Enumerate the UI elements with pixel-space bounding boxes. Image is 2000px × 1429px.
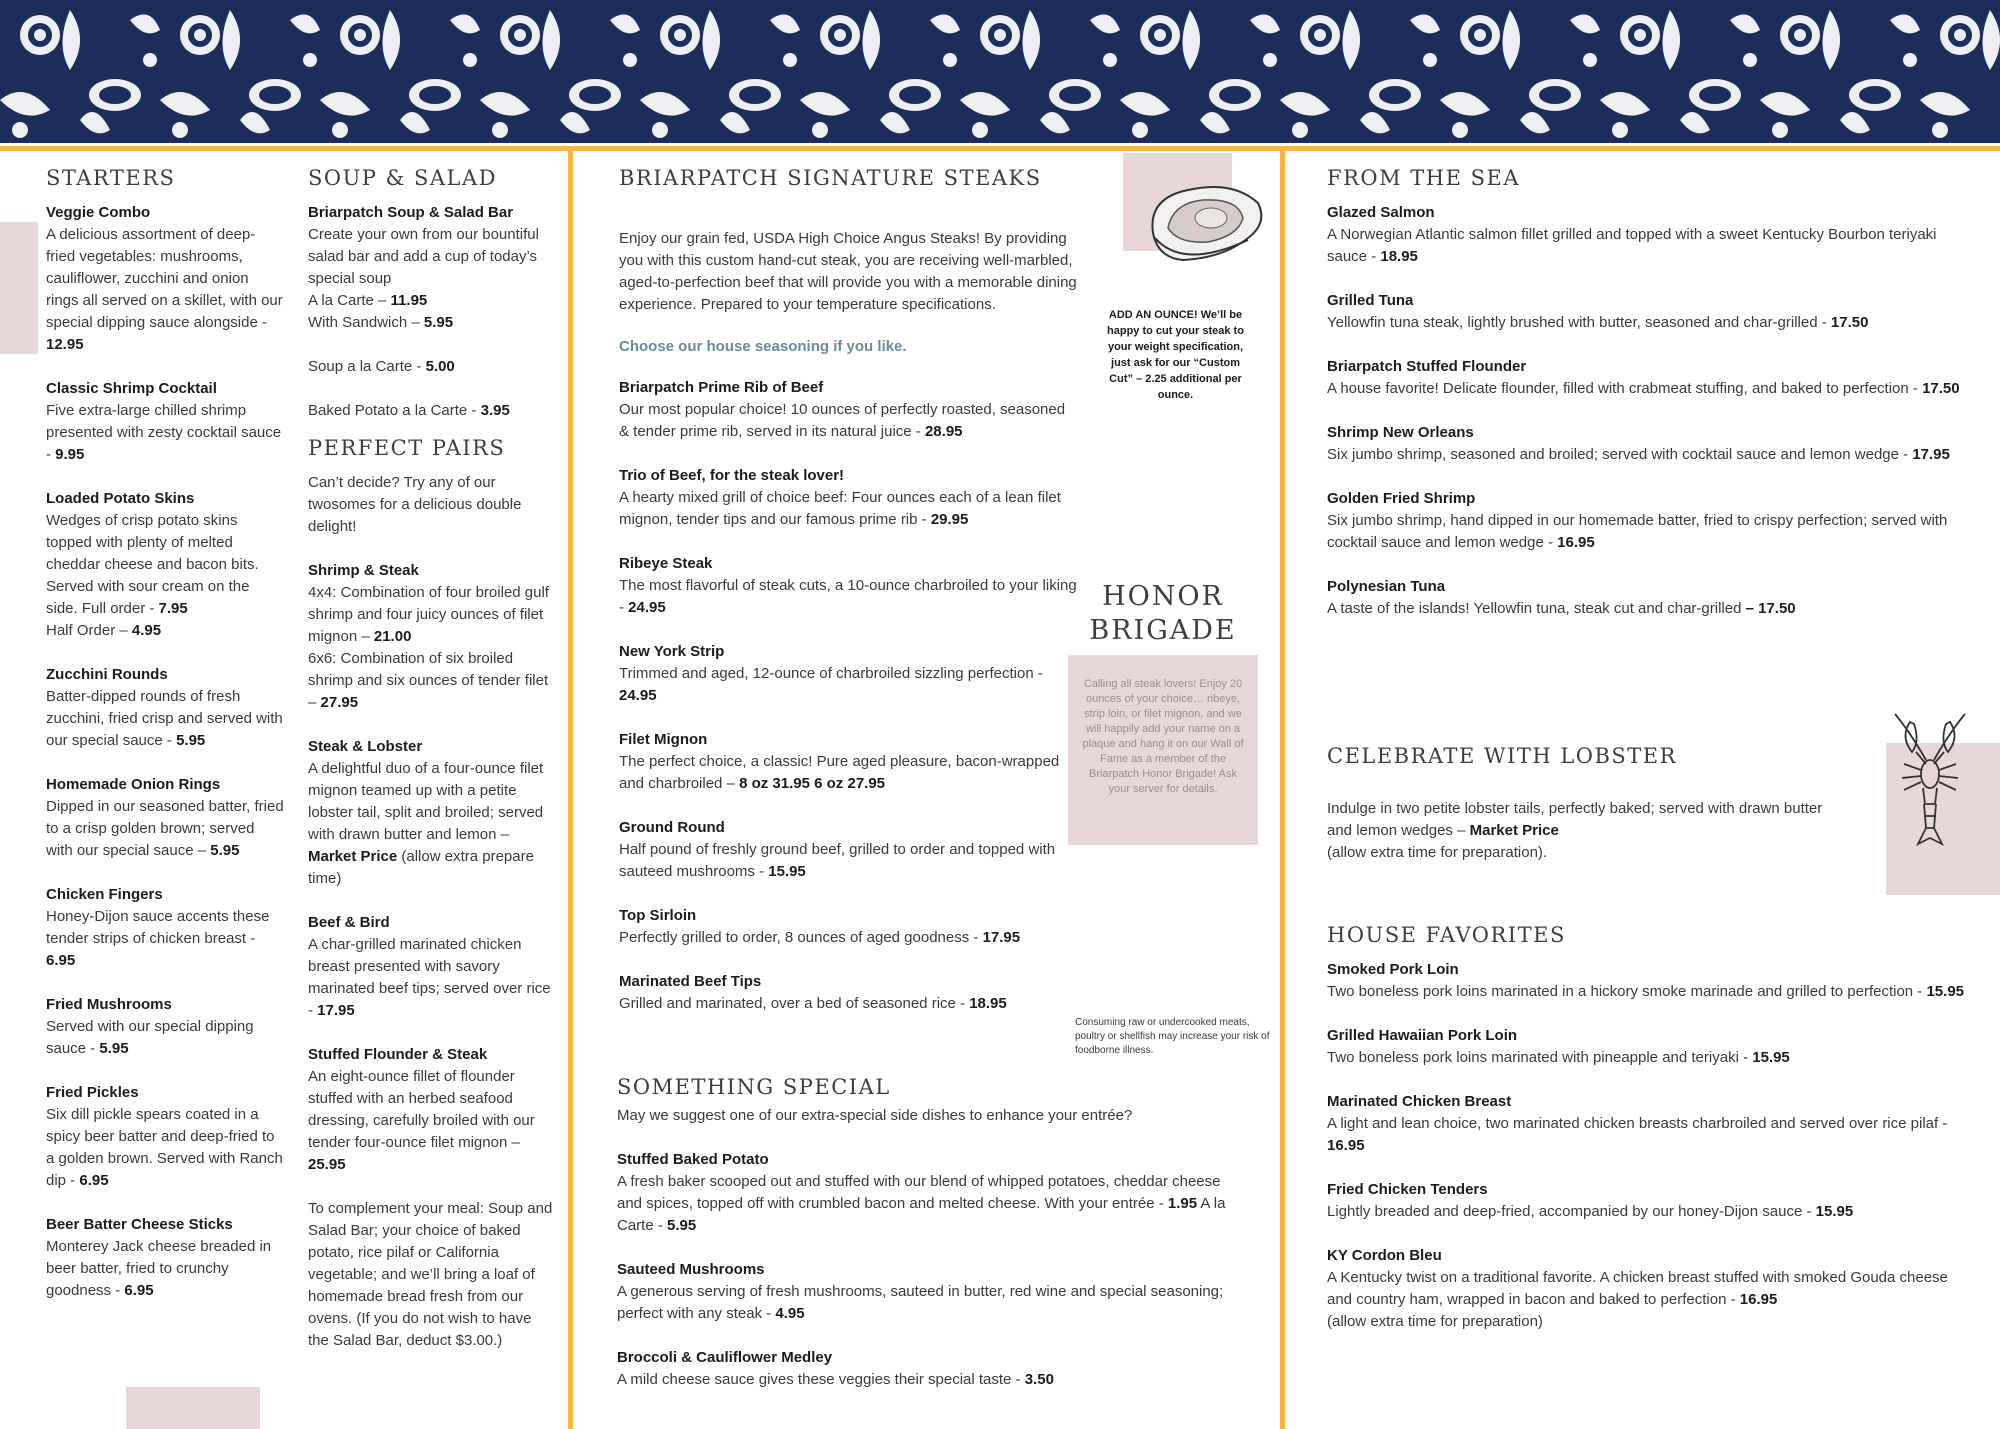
menu-item bbox=[1327, 422, 1967, 466]
honor-brigade-box: Calling all steak lovers! Enjoy 20 ounces of your choice… ribeye, strip loin, or filet mignon, and we will happily add your name on a plaque and hang it on our Wall of Fame as a member of the Briarpatch Honor Brigade! Ask your server for details. bbox=[1068, 655, 1258, 845]
menu-item bbox=[619, 905, 1079, 949]
something-special-intro: May we suggest one of our extra-special side dishes to enhance your entrée? bbox=[617, 1107, 1133, 1124]
menu-item-name: Stuffed Baked Potato bbox=[617, 1151, 769, 1168]
menu-item bbox=[308, 736, 553, 890]
menu-item-price: 5.95 bbox=[210, 842, 240, 859]
menu-item-name: Zucchini Rounds bbox=[46, 666, 168, 683]
menu-item bbox=[46, 202, 284, 356]
menu-item bbox=[619, 553, 1079, 619]
menu-item-price: 15.95 bbox=[1752, 1049, 1790, 1066]
menu-item-price: 17.50 bbox=[1922, 380, 1960, 397]
menu-item-description: The most flavorful of steak cuts, a 10-ounce charbroiled to your liking - 24.95 bbox=[619, 577, 1077, 616]
menu-item-name: Chicken Fingers bbox=[46, 886, 163, 903]
menu-item-price: 17.50 bbox=[1830, 314, 1869, 331]
menu-item-price: 17.95 bbox=[1912, 446, 1950, 463]
steaks-list bbox=[619, 377, 1079, 1015]
menu-item-price: 6.95 bbox=[124, 1282, 154, 1299]
menu-item-description: Six jumbo shrimp, seasoned and broiled; served with cocktail sauce and lemon wedge - 17.95 bbox=[1327, 446, 1950, 463]
menu-item-description: Monterey Jack cheese breaded in beer batter, fried to crunchy goodness - 6.95 bbox=[46, 1238, 272, 1299]
menu-item bbox=[46, 1082, 284, 1192]
menu-item-name: KY Cordon Bleu bbox=[1327, 1247, 1442, 1264]
complement-note: To complement your meal: Soup and Salad Bar; your choice of baked potato, rice pilaf or California vegetable; and we’ll bring a loaf of homemade bread fresh from our ovens. (If you do not wish to have the Salad Bar, deduct $3.00.) bbox=[308, 1200, 553, 1349]
menu-item bbox=[1327, 1025, 1967, 1069]
menu-item-price: 1.95 bbox=[1167, 1195, 1198, 1212]
menu-item-name: Smoked Pork Loin bbox=[1327, 961, 1459, 978]
menu-item-name: Glazed Salmon bbox=[1327, 204, 1435, 221]
menu-item-name: Top Sirloin bbox=[619, 907, 697, 924]
honor-brigade-heading: HONOR BRIGADE bbox=[1089, 581, 1237, 646]
menu-item-name: Trio of Beef, for the steak lover! bbox=[619, 467, 845, 484]
starters-list bbox=[46, 202, 284, 1302]
soup-salad-bar-item bbox=[308, 202, 553, 334]
menu-item bbox=[308, 1044, 553, 1176]
lobster-heading: CELEBRATE WITH LOBSTER bbox=[1327, 744, 1677, 768]
menu-item bbox=[619, 971, 1079, 1015]
menu-item-description: Half pound of freshly ground beef, grilled to order and topped with sauteed mushrooms - 15.95 bbox=[619, 841, 1056, 880]
menu-item bbox=[619, 817, 1079, 883]
menu-item-description: Lightly breaded and deep-fried, accompanied by our honey-Dijon sauce - 15.95 bbox=[1327, 1203, 1854, 1220]
menu-item-description: A house favorite! Delicate flounder, filled with crabmeat stuffing, and baked to perfection - 17.50 bbox=[1327, 380, 1960, 397]
house-seasoning-note: Choose our house seasoning if you like. bbox=[619, 338, 907, 355]
menu-item-description: A Kentucky twist on a traditional favorite. A chicken breast stuffed with smoked Gouda cheese and country ham, wrapped in bacon and baked to perfection - 16.95 (allow extra time for preparation) bbox=[1327, 1269, 1948, 1330]
soup-salad-heading: SOUP & SALAD bbox=[308, 166, 497, 190]
menu-item-name: Homemade Onion Rings bbox=[46, 776, 221, 793]
menu-item-description: Served with our special dipping sauce - 5.95 bbox=[46, 1018, 254, 1057]
column-divider-left bbox=[568, 146, 573, 1429]
menu-item-description: A taste of the islands! Yellowfin tuna, steak cut and char-grilled – 17.50 bbox=[1327, 600, 1796, 617]
menu-item-name: Briarpatch Prime Rib of Beef bbox=[619, 379, 824, 396]
menu-item-description: Wedges of crisp potato skins topped with plenty of melted cheddar cheese and bacon bits. Served with sour cream on the side. Full order - 7.95 Half Order – 4.95 bbox=[46, 512, 259, 639]
steaks-section bbox=[619, 166, 1079, 1037]
steak-icon bbox=[1143, 178, 1269, 268]
menu-item-name: Fried Mushrooms bbox=[46, 996, 172, 1013]
menu-item-price: 18.95 bbox=[1380, 248, 1418, 265]
menu-item-price: Market Price bbox=[308, 848, 398, 865]
menu-item-price: – 17.50 bbox=[1745, 600, 1796, 617]
menu-item bbox=[617, 1149, 1237, 1237]
menu-item-price: 16.95 bbox=[1739, 1291, 1778, 1308]
menu-item bbox=[1327, 290, 1967, 334]
menu-item-price: 15.95 bbox=[1926, 983, 1965, 1000]
from-the-sea-heading: FROM THE SEA bbox=[1327, 166, 1520, 190]
menu-item-description: The perfect choice, a classic! Pure aged pleasure, bacon-wrapped and charbroiled – 8 oz 31.95 6 oz 27.95 bbox=[619, 753, 1060, 792]
menu-item-name: Briarpatch Stuffed Flounder bbox=[1327, 358, 1527, 375]
menu-item-name: New York Strip bbox=[619, 643, 725, 660]
menu-item bbox=[308, 912, 553, 1022]
menu-item bbox=[1327, 576, 1967, 620]
menu-item-name: Polynesian Tuna bbox=[1327, 578, 1446, 595]
steaks-intro: Enjoy our grain fed, USDA High Choice Angus Steaks! By providing you with this custom hand-cut steak, you are receiving well-marbled, aged-to-perfection beef that will provide you with a memorable dining experience. Prepared to your temperature specifications. bbox=[619, 230, 1077, 313]
menu-item bbox=[619, 729, 1079, 795]
menu-item-name: Briarpatch Soup & Salad Bar bbox=[308, 204, 514, 221]
menu-item bbox=[46, 488, 284, 642]
menu-item-description: Six dill pickle spears coated in a spicy beer batter and deep-fried to a golden brown. Served with Ranch dip - 6.95 bbox=[46, 1106, 283, 1189]
menu-item-name: Broccoli & Cauliflower Medley bbox=[617, 1349, 833, 1366]
menu-item bbox=[46, 774, 284, 862]
menu-item-description: Grilled and marinated, over a bed of seasoned rice - 18.95 bbox=[619, 995, 1007, 1012]
from-the-sea-list bbox=[1327, 202, 1967, 620]
menu-item-description: 4x4: Combination of four broiled gulf shrimp and four juicy ounces of filet mignon – 21.00 6x6: Combination of six broiled shrimp and six ounces of tender filet – 27.95 bbox=[308, 584, 549, 711]
menu-item-price: 5.95 bbox=[176, 732, 206, 749]
menu-item-name: Ribeye Steak bbox=[619, 555, 713, 572]
menu-item bbox=[619, 465, 1079, 531]
menu-item-price: 29.95 bbox=[930, 511, 969, 528]
menu-item-name: Shrimp New Orleans bbox=[1327, 424, 1474, 441]
baked-potato-a-la-carte: Baked Potato a la Carte - 3.95 bbox=[308, 402, 510, 419]
menu-item-description: A mild cheese sauce gives these veggies their special taste - 3.50 bbox=[617, 1371, 1054, 1388]
menu-item-price: 18.95 bbox=[969, 995, 1007, 1012]
starters-section bbox=[46, 166, 284, 1324]
menu-item-description: Honey-Dijon sauce accents these tender strips of chicken breast - 6.95 bbox=[46, 908, 270, 969]
menu-item-price: 17.95 bbox=[982, 929, 1021, 946]
foodborne-illness-warning: Consuming raw or undercooked meats, poultry or shellfish may increase your risk of foodborne illness. bbox=[1075, 1017, 1270, 1056]
menu-item bbox=[46, 1214, 284, 1302]
menu-item-description: A light and lean choice, two marinated chicken breasts charbroiled and served over rice pilaf - 16.95 bbox=[1327, 1115, 1948, 1154]
menu-item-price: 17.95 bbox=[317, 1002, 355, 1019]
menu-item bbox=[619, 377, 1079, 443]
menu-item-description: A delightful duo of a four-ounce filet mignon teamed up with a petite lobster tail, split and broiled; served with drawn butter and lemon – Market Price (allow extra prepare time) bbox=[308, 760, 544, 887]
house-favorites-list bbox=[1327, 959, 1967, 1333]
house-favorites-heading: HOUSE FAVORITES bbox=[1327, 923, 1566, 947]
menu-item-description: Batter-dipped rounds of fresh zucchini, fried crisp and served with our special sauce - 5.95 bbox=[46, 688, 283, 749]
menu-item-description: Our most popular choice! 10 ounces of perfectly roasted, seasoned & tender prime rib, served in its natural juice - 28.95 bbox=[619, 401, 1066, 440]
menu-item-description: Six jumbo shrimp, hand dipped in our homemade batter, fried to crispy perfection; served with cocktail sauce and lemon wedge - 16.95 bbox=[1327, 512, 1948, 551]
menu-item-price: 28.95 bbox=[924, 423, 963, 440]
menu-item-name: Golden Fried Shrimp bbox=[1327, 490, 1476, 507]
menu-item bbox=[308, 560, 553, 714]
floral-banner bbox=[0, 0, 2000, 143]
menu-item-description: An eight-ounce fillet of flounder stuffed with an herbed seafood dressing, carefully broiled with our tender four-ounce filet mignon – 25.95 bbox=[308, 1068, 535, 1173]
menu-item bbox=[1327, 488, 1967, 554]
menu-item-price: 15.95 bbox=[768, 863, 806, 880]
menu-item-price: 21.00 bbox=[373, 628, 412, 645]
menu-item-price: 6.95 bbox=[46, 952, 76, 969]
menu-item bbox=[617, 1347, 1237, 1391]
from-the-sea-section bbox=[1327, 166, 1967, 642]
perfect-pairs-list bbox=[308, 560, 553, 1176]
column-divider-right bbox=[1280, 146, 1285, 1429]
menu-item-name: Marinated Chicken Breast bbox=[1327, 1093, 1512, 1110]
menu-item-description: Two boneless pork loins marinated in a hickory smoke marinade and grilled to perfection - 15.95 bbox=[1327, 983, 1965, 1000]
menu-item-price: 15.95 bbox=[1815, 1203, 1854, 1220]
menu-item-description: Create your own from our bountiful salad bar and add a cup of today’s special soup A la Carte – 11.95 With Sandwich – 5.95 bbox=[308, 226, 539, 331]
menu-item-price: 5.95 bbox=[667, 1217, 697, 1234]
menu-item-name: Sauteed Mushrooms bbox=[617, 1261, 765, 1278]
menu-item-description: A fresh baker scooped out and stuffed with our blend of whipped potatoes, cheddar cheese and spices, topped off with crumbled bacon and melted cheese. With your entrée - 1.95 A la Carte - 5.95 bbox=[617, 1173, 1226, 1234]
menu-item-price: 9.95 bbox=[55, 446, 85, 463]
menu-item-description: Perfectly grilled to order, 8 ounces of aged goodness - 17.95 bbox=[619, 929, 1021, 946]
menu-item-name: Ground Round bbox=[619, 819, 725, 836]
menu-item-price: 4.95 bbox=[775, 1305, 805, 1322]
menu-item-name: Fried Chicken Tenders bbox=[1327, 1181, 1488, 1198]
menu-item-price: 27.95 bbox=[320, 694, 359, 711]
menu-item bbox=[46, 664, 284, 752]
menu-item-price: 8 oz 31.95 6 oz 27.95 bbox=[739, 775, 886, 792]
house-favorites-section bbox=[1327, 923, 1967, 1355]
perfect-pairs-heading: PERFECT PAIRS bbox=[308, 436, 506, 460]
menu-item-price: 6.95 bbox=[79, 1172, 109, 1189]
menu-item-price: 25.95 bbox=[308, 1156, 346, 1173]
starters-heading: STARTERS bbox=[46, 166, 176, 190]
lobster-description: Indulge in two petite lobster tails, perfectly baked; served with drawn butter and lemon wedges – Market Price (allow extra time for preparation). bbox=[1327, 800, 1823, 861]
menu-item-name: Beef & Bird bbox=[308, 914, 390, 931]
menu-item-name: Beer Batter Cheese Sticks bbox=[46, 1216, 233, 1233]
menu-item-name: Steak & Lobster bbox=[308, 738, 423, 755]
menu-item-description: Five extra-large chilled shrimp presented with zesty cocktail sauce - 9.95 bbox=[46, 402, 282, 463]
menu-item-description: A Norwegian Atlantic salmon fillet grilled and topped with a sweet Kentucky Bourbon teriyaki sauce - 18.95 bbox=[1327, 226, 1937, 265]
pink-accent-block bbox=[0, 222, 38, 354]
menu-item-price: 24.95 bbox=[619, 687, 657, 704]
menu-item-name: Grilled Hawaiian Pork Loin bbox=[1327, 1027, 1518, 1044]
pink-accent-block bbox=[126, 1387, 260, 1429]
lobster-section bbox=[1327, 744, 1847, 864]
menu-item-description: Yellowfin tuna steak, lightly brushed with butter, seasoned and char-grilled - 17.50 bbox=[1327, 314, 1869, 331]
menu-item-price: 5.95 bbox=[99, 1040, 129, 1057]
menu-item-name: Marinated Beef Tips bbox=[619, 973, 762, 990]
menu-item-name: Classic Shrimp Cocktail bbox=[46, 380, 217, 397]
menu-item-name: Stuffed Flounder & Steak bbox=[308, 1046, 488, 1063]
soup-salad-section bbox=[308, 166, 553, 1352]
something-special-list bbox=[617, 1149, 1237, 1391]
menu-item bbox=[619, 641, 1079, 707]
something-special-section bbox=[617, 1075, 1237, 1413]
menu-item-description: Dipped in our seasoned batter, fried to a crisp golden brown; served with our special sauce – 5.95 bbox=[46, 798, 284, 859]
lobster-icon bbox=[1890, 712, 1970, 857]
perfect-pairs-intro: Can’t decide? Try any of our twosomes for a delicious double delight! bbox=[308, 474, 522, 535]
menu-item bbox=[617, 1259, 1237, 1325]
menu-item-description: A delicious assortment of deep-fried vegetables: mushrooms, cauliflower, zucchini and onion rings all served on a skillet, with our special dipping sauce alongside - 12.95 bbox=[46, 226, 283, 353]
menu-item-description: A char-grilled marinated chicken breast presented with savory marinated beef tips; served over rice - 17.95 bbox=[308, 936, 551, 1019]
something-special-heading: SOMETHING SPECIAL bbox=[617, 1075, 891, 1099]
menu-item bbox=[1327, 959, 1967, 1003]
menu-item-description: Trimmed and aged, 12-ounce of charbroiled sizzling perfection - 24.95 bbox=[619, 665, 1043, 704]
menu-item-name: Filet Mignon bbox=[619, 731, 708, 748]
menu-item bbox=[1327, 202, 1967, 268]
menu-item-name: Veggie Combo bbox=[46, 204, 151, 221]
menu-item-description: A generous serving of fresh mushrooms, sauteed in butter, red wine and special seasoning; perfect with any steak - 4.95 bbox=[617, 1283, 1224, 1322]
menu-item-price: 12.95 bbox=[46, 336, 84, 353]
menu-item-price: 16.95 bbox=[1327, 1137, 1365, 1154]
menu-item-price: 3.50 bbox=[1024, 1371, 1054, 1388]
steaks-heading: BRIARPATCH SIGNATURE STEAKS bbox=[619, 166, 1042, 190]
menu-item-name: Grilled Tuna bbox=[1327, 292, 1414, 309]
menu-item bbox=[46, 884, 284, 972]
add-an-ounce-note: ADD AN OUNCE! We’ll be happy to cut your steak to your weight specification, just ask for our “Custom Cut” – 2.25 additional per ounce. bbox=[1107, 309, 1244, 401]
menu-item bbox=[46, 994, 284, 1060]
menu-item-price: 4.95 bbox=[131, 622, 162, 639]
menu-item-name: Fried Pickles bbox=[46, 1084, 139, 1101]
menu-item-price: 24.95 bbox=[628, 599, 666, 616]
menu-item-name: Loaded Potato Skins bbox=[46, 490, 195, 507]
menu-item-description: A hearty mixed grill of choice beef: Four ounces each of a lean filet mignon, tender tips and our famous prime rib - 29.95 bbox=[619, 489, 1061, 528]
menu-item-description: Two boneless pork loins marinated with pineapple and teriyaki - 15.95 bbox=[1327, 1049, 1790, 1066]
floral-damask-pattern-icon bbox=[0, 0, 2000, 143]
menu-item bbox=[1327, 1091, 1967, 1157]
menu-item bbox=[1327, 1245, 1967, 1333]
menu-item-price: 16.95 bbox=[1557, 534, 1595, 551]
menu-item bbox=[46, 378, 284, 466]
soup-a-la-carte: Soup a la Carte - 5.00 bbox=[308, 358, 455, 375]
menu-item bbox=[1327, 1179, 1967, 1223]
menu-item-name: Shrimp & Steak bbox=[308, 562, 419, 579]
menu-item-price: 7.95 bbox=[158, 600, 188, 617]
banner-divider bbox=[0, 146, 2000, 151]
menu-item bbox=[1327, 356, 1967, 400]
